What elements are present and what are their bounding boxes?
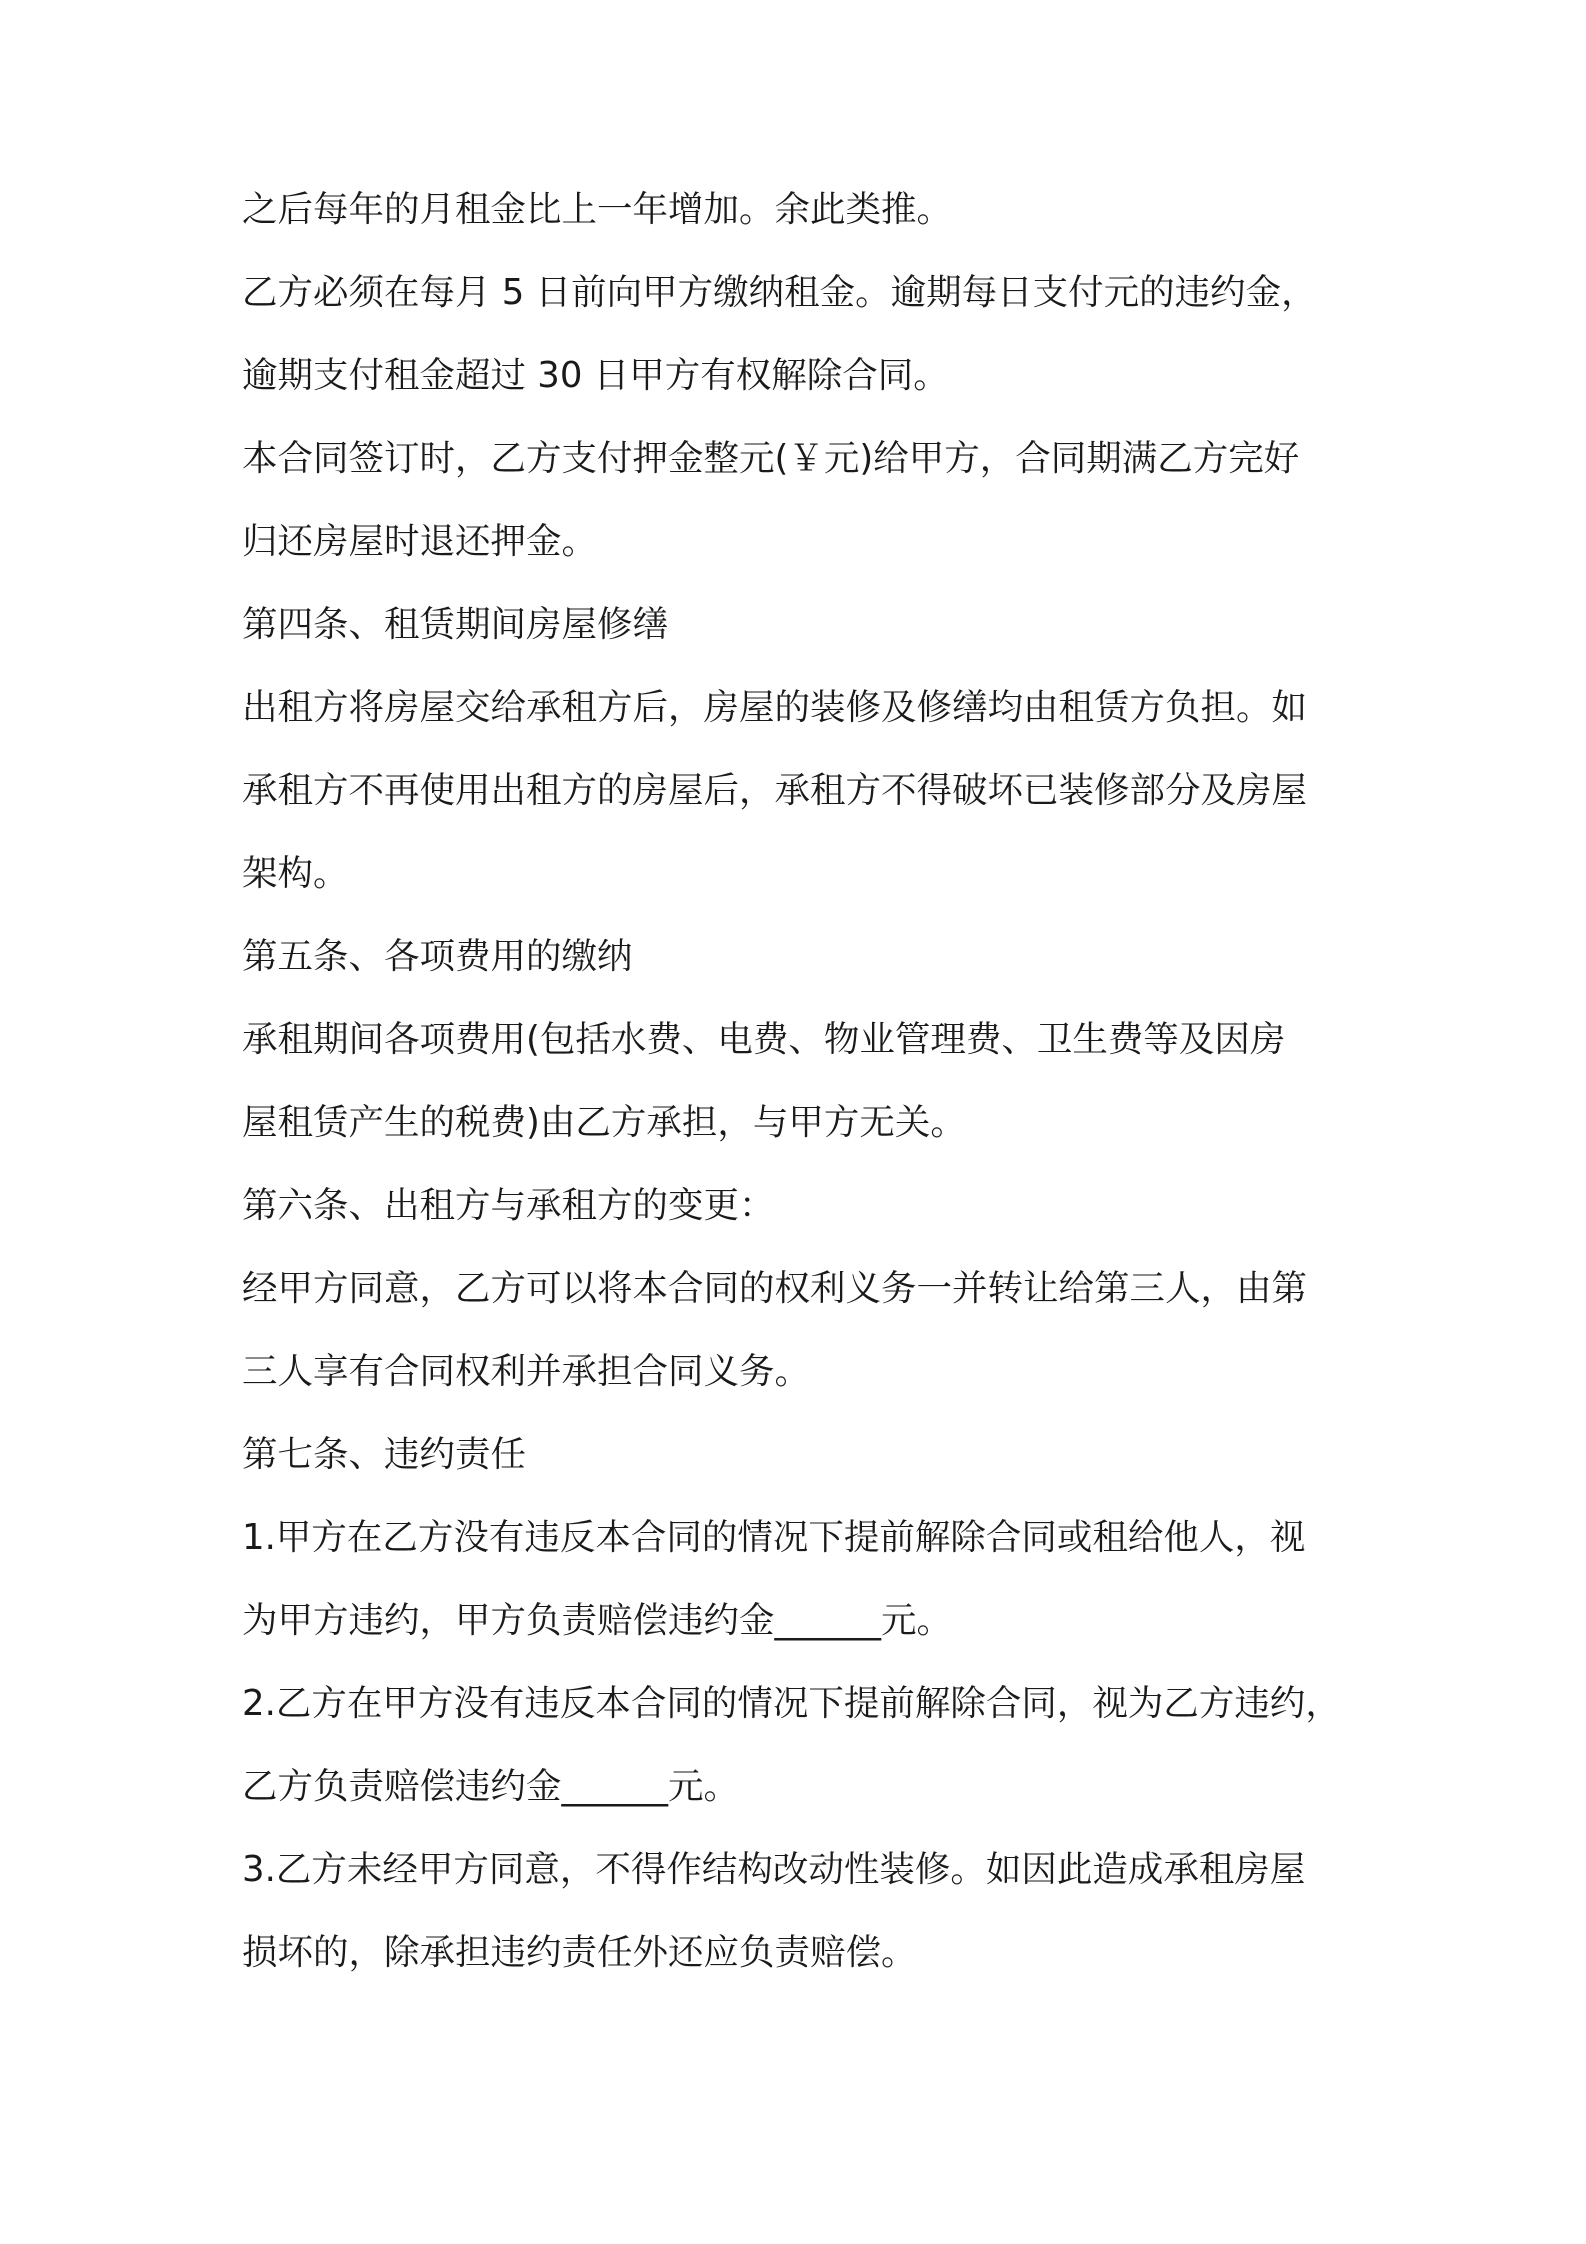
section-heading: 第四条、租赁期间房屋修缮 <box>242 604 669 645</box>
text-line: 2.乙方在甲方没有违反本合同的情况下提前解除合同，视为乙方违约， <box>242 1683 1341 1724</box>
text-line: 出租方将房屋交给承租方后，房屋的装修及修缮均由租赁方负担。如 <box>242 687 1308 728</box>
text-line: 承租期间各项费用(包括水费、电费、物业管理费、卫生费等及因房 <box>242 1019 1286 1060</box>
text-line: 本合同签订时，乙方支付押金整元(￥元)给甲方，合同期满乙方完好 <box>242 438 1300 479</box>
text-line: 乙方负责赔偿违约金______元。 <box>242 1766 740 1807</box>
section-heading: 第七条、违约责任 <box>242 1434 527 1475</box>
text-line: 逾期支付租金超过 30 日甲方有权解除合同。 <box>242 355 949 396</box>
text-line: 屋租赁产生的税费)由乙方承担，与甲方无关。 <box>242 1102 966 1143</box>
text-line: 归还房屋时退还押金。 <box>242 521 598 562</box>
text-line: 经甲方同意，乙方可以将本合同的权利义务一并转让给第三人，由第 <box>242 1268 1308 1309</box>
text-line: 为甲方违约，甲方负责赔偿违约金______元。 <box>242 1600 953 1641</box>
text-line: 乙方必须在每月 5 日前向甲方缴纳租金。逾期每日支付元的违约金， <box>242 272 1317 313</box>
section-heading: 第六条、出租方与承租方的变更： <box>242 1185 775 1226</box>
text-line: 三人享有合同权利并承担合同义务。 <box>242 1351 811 1392</box>
text-line: 损坏的，除承担违约责任外还应负责赔偿。 <box>242 1932 917 1973</box>
text-line: 3.乙方未经甲方同意，不得作结构改动性装修。如因此造成承租房屋 <box>242 1849 1306 1890</box>
text-line: 架构。 <box>242 853 349 894</box>
text-line: 承租方不再使用出租方的房屋后，承租方不得破坏已装修部分及房屋 <box>242 770 1308 811</box>
section-heading: 第五条、各项费用的缴纳 <box>242 936 633 977</box>
text-line: 之后每年的月租金比上一年增加。余此类推。 <box>242 189 953 230</box>
text-line: 1.甲方在乙方没有违反本合同的情况下提前解除合同或租给他人，视 <box>242 1517 1306 1558</box>
